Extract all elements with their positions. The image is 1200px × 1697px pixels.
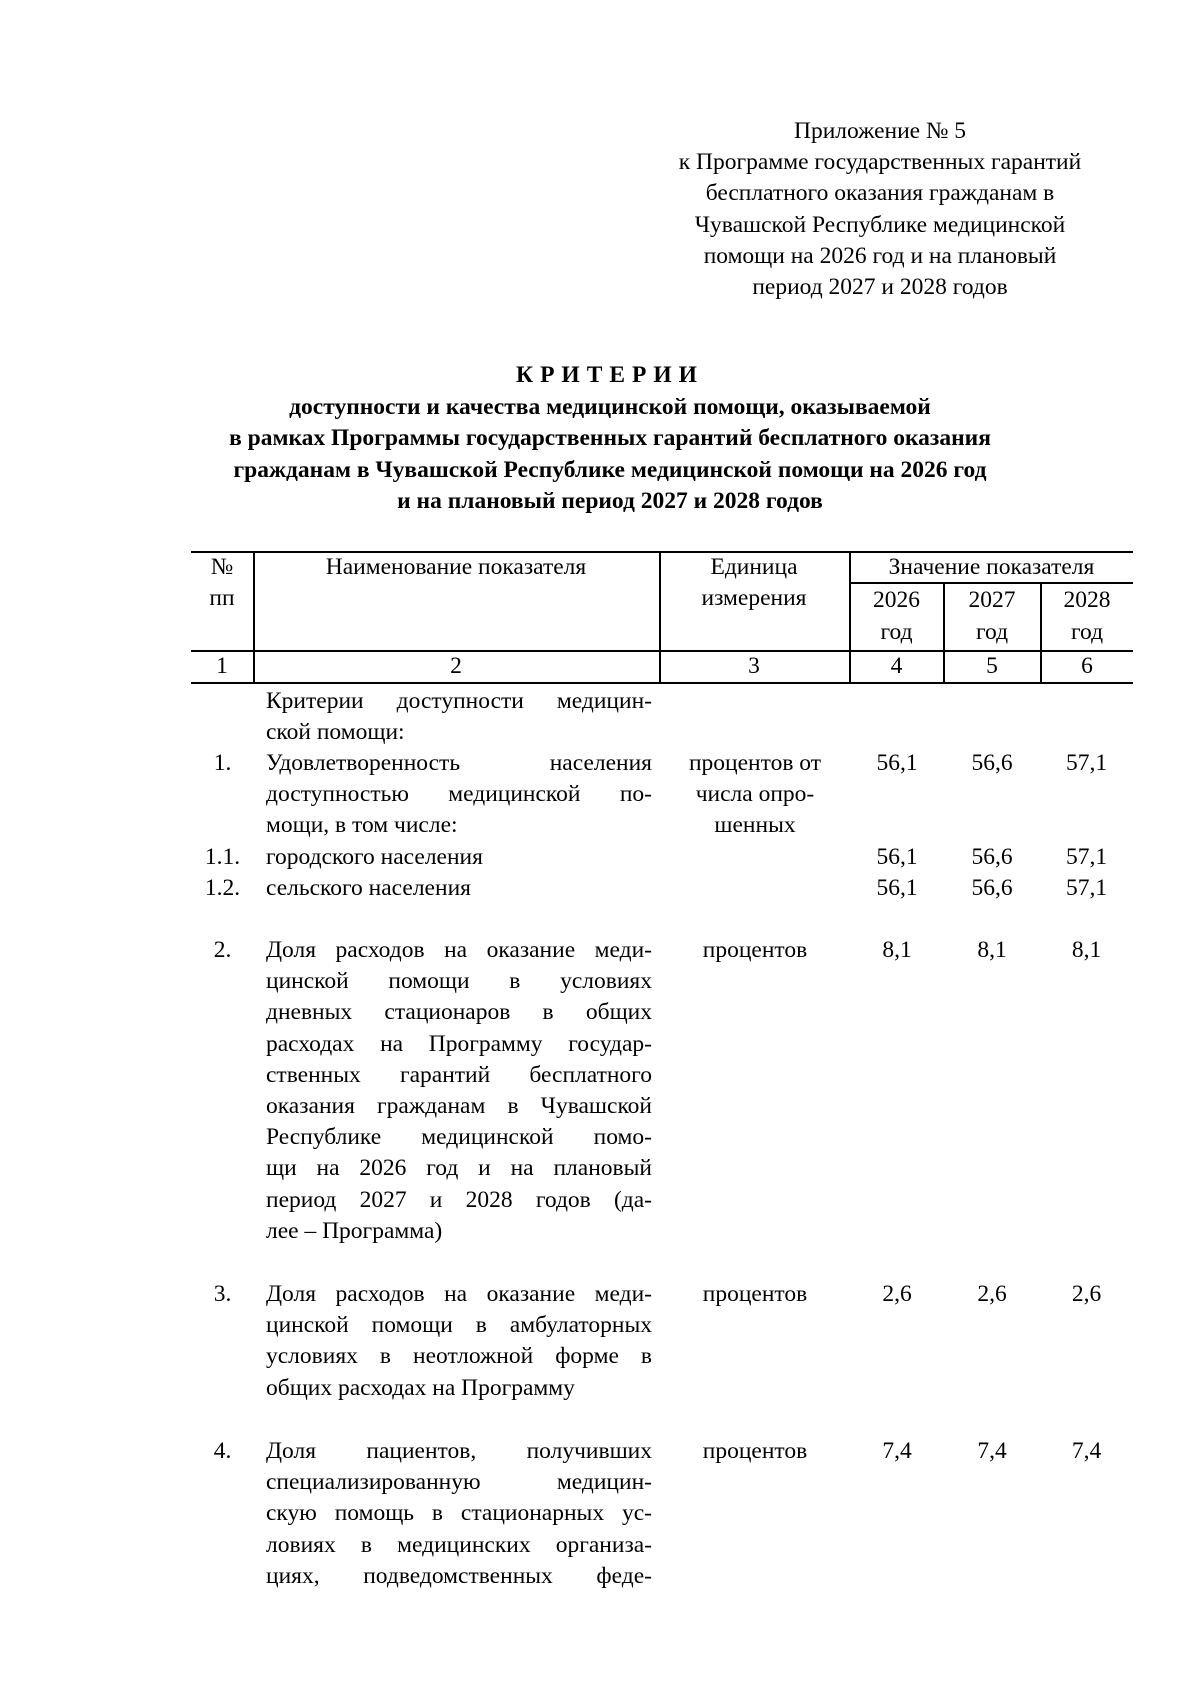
unit-line: шенных bbox=[714, 812, 796, 839]
title-line: в рамках Программы государственных гарантий бесплатного оказания bbox=[229, 425, 991, 452]
title-line: гражданам в Чувашской Республике медицинской помощи на 2026 год bbox=[233, 456, 987, 483]
appendix-note bbox=[640, 116, 1120, 303]
row-indicator-name bbox=[266, 873, 652, 904]
col-number: 5 bbox=[986, 653, 998, 679]
name-line: общих расходах на Программу bbox=[266, 1374, 575, 1401]
header-num-abbr: пп bbox=[209, 585, 235, 611]
name-line: условиях в неотложной форме в bbox=[266, 1343, 652, 1370]
header-unit-line1: Единица bbox=[710, 554, 798, 580]
value-2028: 8,1 bbox=[1071, 937, 1102, 963]
appendix-line: помощи на 2026 год и на плановый bbox=[703, 242, 1057, 269]
appendix-line: к Программе государственных гарантий bbox=[678, 149, 1082, 176]
col-number: 6 bbox=[1081, 653, 1093, 679]
appendix-line: период 2027 и 2028 годов bbox=[752, 274, 1008, 301]
value-2026: 2,6 bbox=[882, 1281, 912, 1307]
row-number: 1.1. bbox=[204, 844, 241, 870]
section-heading bbox=[266, 686, 652, 748]
name-line: лее – Программа) bbox=[266, 1217, 443, 1244]
unit-line: числа опро- bbox=[695, 781, 815, 808]
value-2028: 57,1 bbox=[1065, 844, 1108, 870]
row-unit bbox=[660, 748, 850, 842]
row-number: 1. bbox=[213, 750, 232, 776]
value-2027: 56,6 bbox=[971, 844, 1013, 870]
section-heading-line: ской помощи: bbox=[266, 719, 405, 746]
name-line: Доля расходов на оказание меди- bbox=[266, 937, 652, 963]
name-line: сельского населения bbox=[266, 875, 471, 901]
row-number: 2. bbox=[213, 937, 232, 963]
row-unit: процентов bbox=[702, 937, 808, 963]
appendix-line: Чувашской Республике медицинской bbox=[694, 211, 1066, 238]
value-2027: 2,6 bbox=[977, 1281, 1007, 1307]
col-number: 2 bbox=[450, 653, 462, 679]
section-heading-line: Критерии доступности медицин- bbox=[266, 688, 652, 714]
row-unit: процентов bbox=[702, 1438, 808, 1464]
name-line: мощи, в том числе: bbox=[266, 812, 458, 839]
name-line: Удовлетворенность населения bbox=[266, 750, 652, 776]
name-line: Доля пациентов, получивших bbox=[266, 1438, 652, 1464]
header-num-symbol: № bbox=[210, 554, 234, 580]
row-number: 3. bbox=[213, 1281, 232, 1307]
col-number: 4 bbox=[890, 653, 903, 679]
name-line: ловиях в медицинских организа- bbox=[266, 1531, 652, 1558]
name-line: щи на 2026 год и на плановый bbox=[266, 1155, 652, 1182]
header-year-2028: 2028 bbox=[1063, 587, 1111, 613]
header-year-word: год bbox=[975, 619, 1009, 645]
value-2026: 7,4 bbox=[882, 1438, 912, 1464]
header-unit-line2: измерения bbox=[701, 585, 807, 611]
header-year-2027: 2027 bbox=[968, 587, 1016, 613]
col-number: 1 bbox=[216, 653, 228, 679]
name-line: доступностью медицинской по- bbox=[266, 781, 652, 808]
title-line: и на плановый период 2027 и 2028 годов bbox=[397, 487, 823, 514]
value-2028: 57,1 bbox=[1065, 875, 1108, 901]
title-main: КРИТЕРИИ bbox=[516, 362, 704, 388]
header-year-word: год bbox=[880, 619, 913, 645]
name-line: скую помощь в стационарных ус- bbox=[266, 1500, 652, 1527]
row-indicator-name bbox=[266, 935, 652, 1247]
col-number: 3 bbox=[748, 653, 760, 679]
value-2028: 57,1 bbox=[1065, 750, 1108, 776]
name-line: Республике медицинской помо- bbox=[266, 1124, 652, 1151]
row-indicator-name bbox=[266, 842, 652, 873]
name-line: циях, подведомственных феде- bbox=[266, 1562, 652, 1589]
value-2026: 8,1 bbox=[882, 937, 912, 963]
value-2027: 56,6 bbox=[971, 750, 1013, 776]
name-line: период 2027 и 2028 годов (да- bbox=[266, 1186, 652, 1213]
header-year-word: год bbox=[1070, 619, 1104, 645]
row-unit: процентов bbox=[702, 1281, 808, 1307]
name-line: ственных гарантий бесплатного bbox=[266, 1061, 652, 1088]
name-line: цинской помощи в амбулаторных bbox=[266, 1312, 652, 1339]
unit-line: процентов от bbox=[688, 750, 822, 776]
row-indicator-name bbox=[266, 1436, 652, 1592]
row-indicator-name bbox=[266, 748, 652, 842]
document-title bbox=[150, 360, 1070, 517]
appendix-line: бесплатного оказания гражданам в bbox=[705, 180, 1055, 207]
header-indicator-name: Наименование показателя bbox=[325, 554, 587, 580]
row-number: 4. bbox=[213, 1438, 232, 1464]
appendix-line: Приложение № 5 bbox=[793, 118, 967, 144]
value-2026: 56,1 bbox=[876, 875, 918, 901]
name-line: Доля расходов на оказание меди- bbox=[266, 1281, 652, 1307]
value-2027: 8,1 bbox=[977, 937, 1007, 963]
title-line: доступности и качества медицинской помощи, оказываемой bbox=[289, 394, 931, 421]
row-indicator-name bbox=[266, 1279, 652, 1404]
name-line: дневных стационаров в общих bbox=[266, 999, 652, 1026]
name-line: оказания гражданам в Чувашской bbox=[266, 1092, 652, 1119]
header-year-2026: 2026 bbox=[873, 587, 920, 613]
value-2028: 2,6 bbox=[1071, 1281, 1102, 1307]
value-2026: 56,1 bbox=[876, 844, 918, 870]
value-2027: 7,4 bbox=[977, 1438, 1007, 1464]
name-line: специализированную медицин- bbox=[266, 1469, 652, 1496]
name-line: расходах на Программу государ- bbox=[266, 1030, 652, 1057]
name-line: цинской помощи в условиях bbox=[266, 968, 652, 995]
header-values-group: Значение показателя bbox=[888, 554, 1095, 580]
table-header bbox=[191, 551, 1133, 683]
value-2026: 56,1 bbox=[876, 750, 918, 776]
name-line: городского населения bbox=[266, 844, 483, 870]
value-2027: 56,6 bbox=[971, 875, 1013, 901]
value-2028: 7,4 bbox=[1071, 1438, 1102, 1464]
row-number: 1.2. bbox=[204, 875, 241, 901]
